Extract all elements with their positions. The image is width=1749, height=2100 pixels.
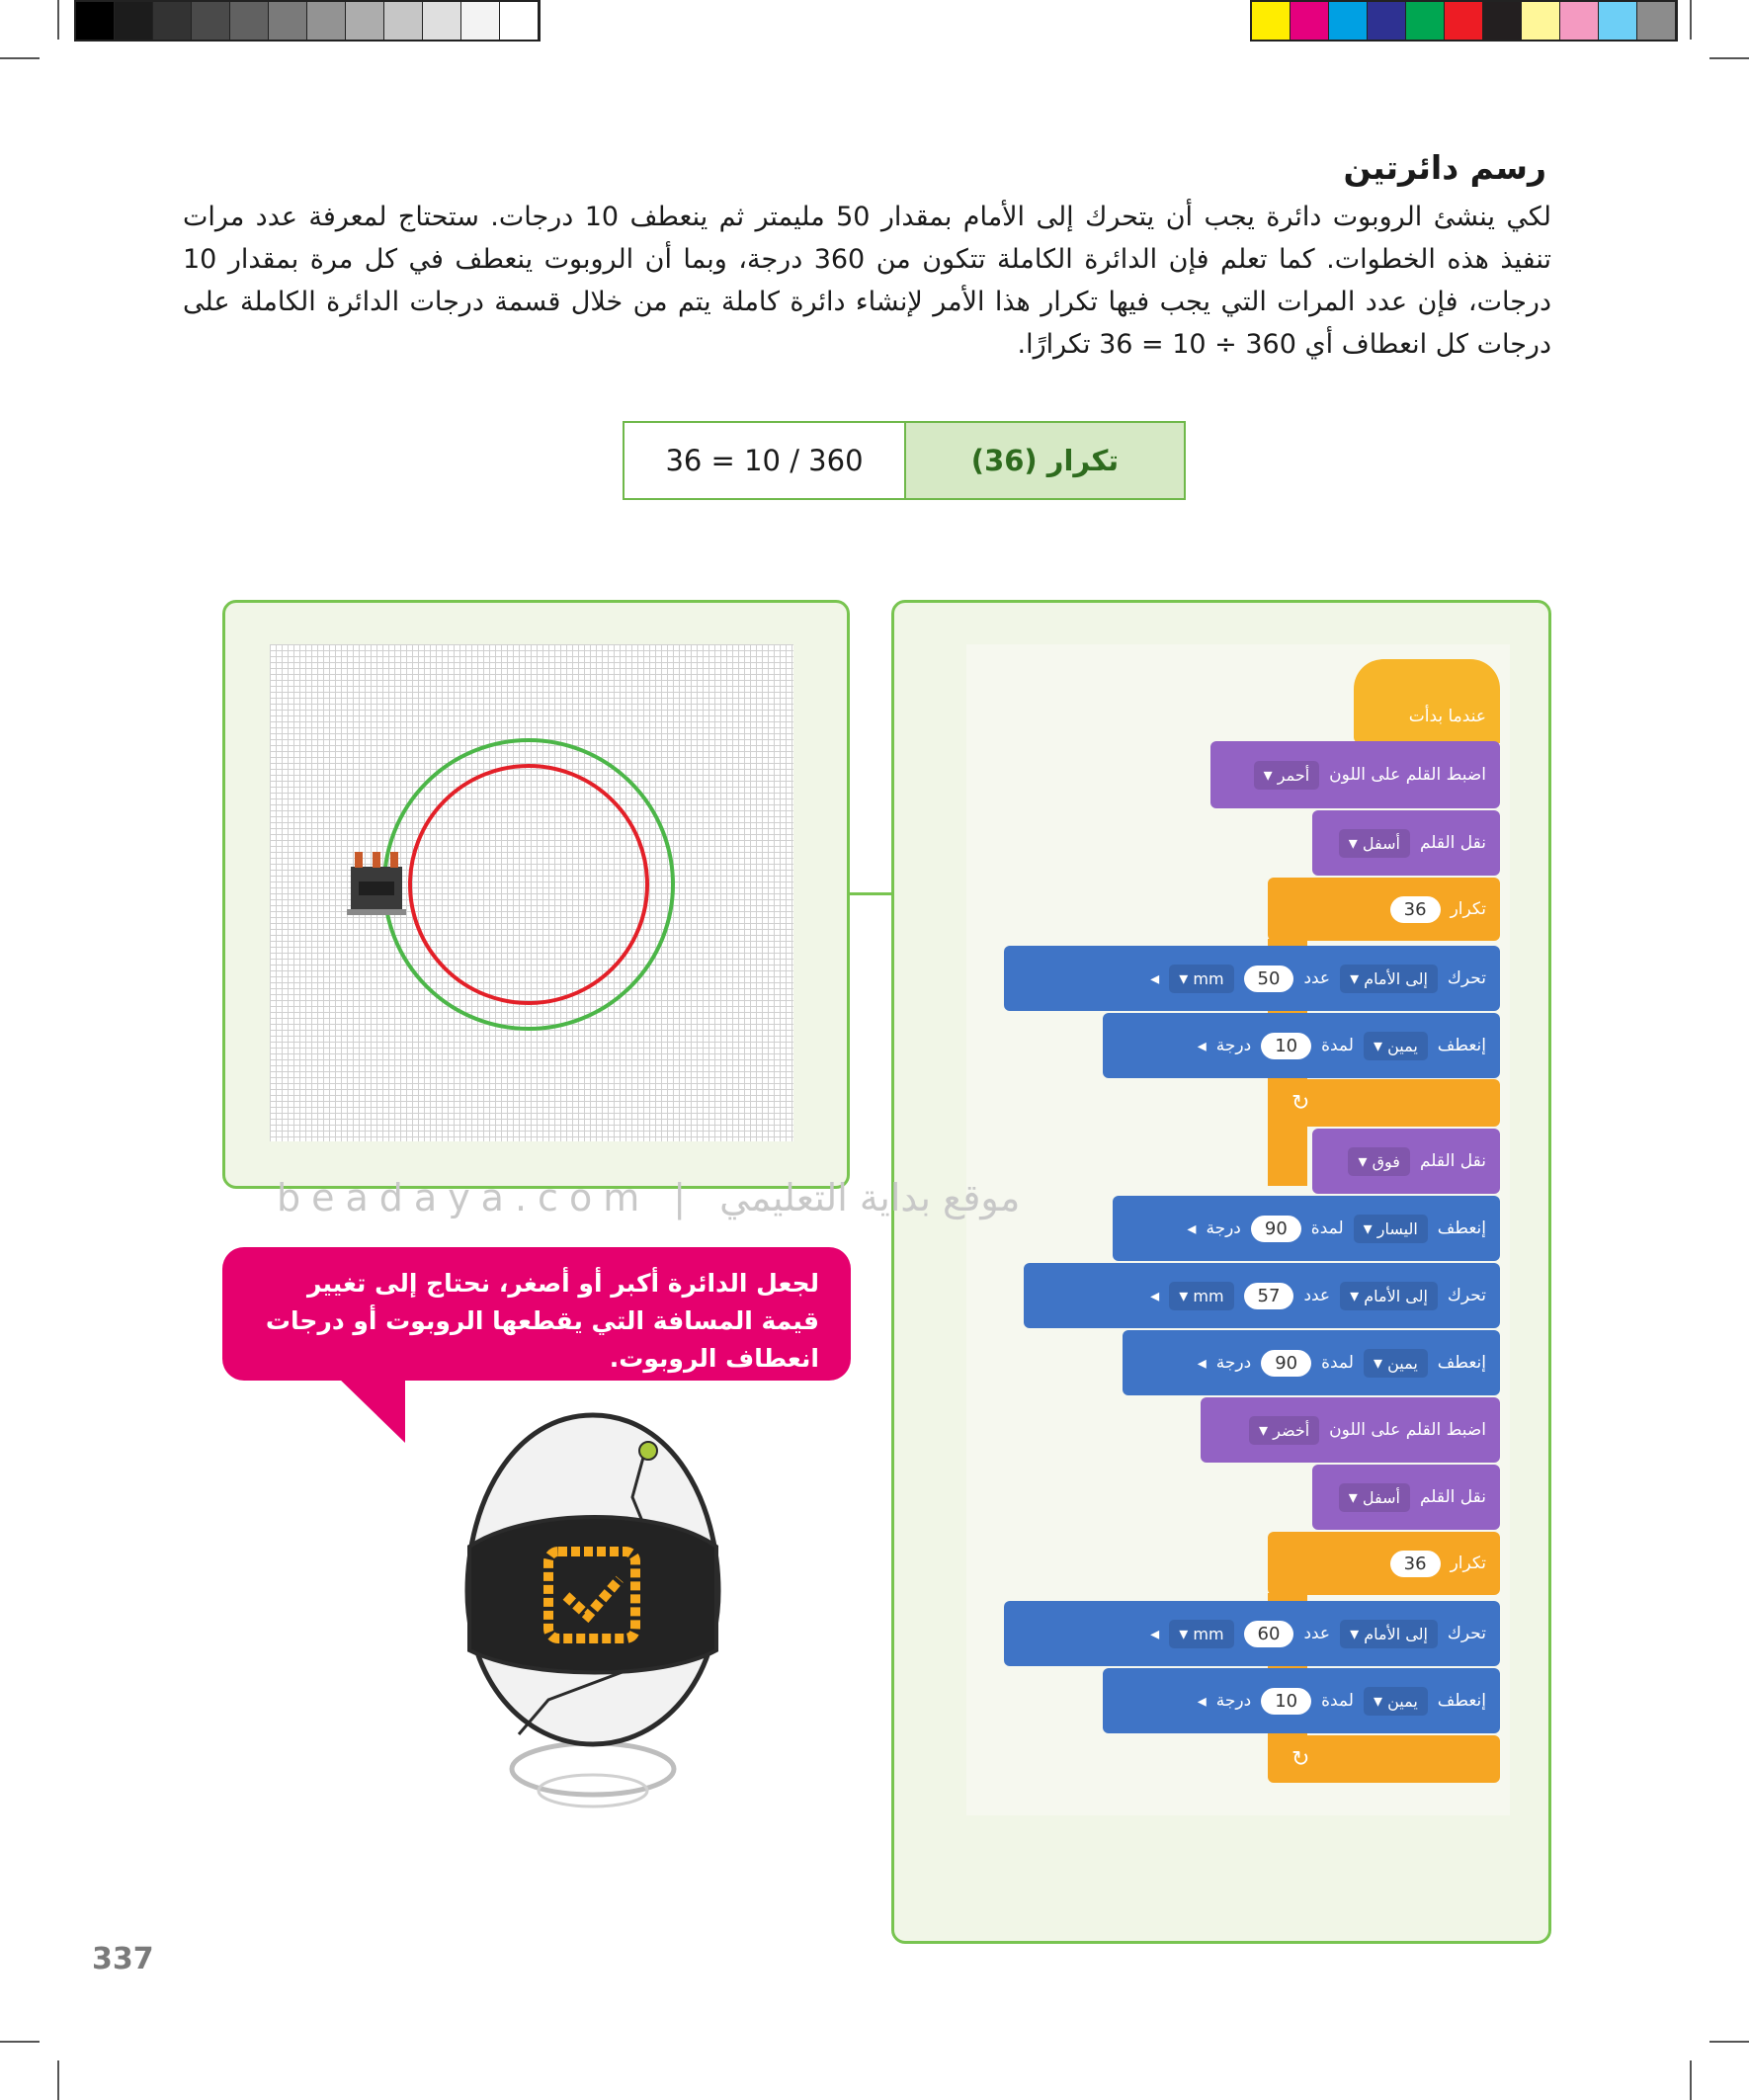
move-forward-60-block[interactable]: ◂ ▾ mm 60 عدد ▾ إلى الأمام تحرك [1004,1601,1500,1666]
angle-value[interactable]: 10 [1261,1688,1311,1715]
robot-character-illustration [450,1403,741,1858]
direction-dropdown[interactable]: ▾ إلى الأمام [1340,1282,1438,1310]
crop-mark [57,2060,59,2100]
crop-mark [1690,2060,1692,2100]
result-cell: تكرار (36) [906,423,1184,498]
robot-icon [347,852,406,915]
watermark-text: beadaya.com | موقع بداية التعليمي [277,1176,1021,1219]
unit-dropdown[interactable]: ▾ mm [1169,1282,1233,1310]
pen-down-block[interactable]: ▾ أسفل نقل القلم [1312,1465,1500,1530]
grayscale-calibration-bar [74,0,541,42]
color-calibration-bar [1250,0,1678,42]
body-paragraph: لكي ينشئ الروبوت دائرة يجب أن يتحرك إلى الأمام بمقدار 50 مليمتر ثم ينعطف 10 درجات. ستحتاج لمعرفة عدد مرات تنفيذ هذه الخطوات. كما تعلم فإن الدائرة الكاملة تتكون من 360 درجة، وبما أن الروبوت ينعطف في كل مرة بمقدار 10 درجات، فإن عدد المرات التي يجب فيها تكرار هذا الأمر لإنشاء دائرة كاملة يتم من خلال قسمة درجات الدائرة الكاملة على درجات كل انعطاف أي 360 ÷ 10 = 36 تكرارًا. [183,202,1551,360]
angle-value[interactable]: 10 [1261,1033,1311,1059]
turn-left-90-block[interactable]: ◂ درجة 90 لمدة ▾ اليسار إنعطف [1113,1196,1500,1261]
crop-mark [1709,57,1749,59]
turn-right-10-block[interactable]: ◂ درجة 10 لمدة ▾ يمين إنعطف [1103,1013,1500,1078]
code-area [966,644,1510,1815]
repeat-end-1 [1268,1079,1500,1127]
turn-dropdown[interactable]: ▾ اليسار [1354,1215,1428,1243]
turn-right-90-block[interactable]: ◂ درجة 90 لمدة ▾ يمين إنعطف [1123,1330,1500,1395]
crop-mark [0,2041,40,2043]
pen-dropdown[interactable]: ▾ أسفل [1339,829,1410,858]
repeat-block-1[interactable]: 36 تكرار [1268,878,1500,941]
unit-dropdown[interactable]: ▾ mm [1169,965,1233,993]
circles-drawing [270,644,793,1141]
repeat-calculation-table [623,421,1186,500]
angle-value[interactable]: 90 [1261,1350,1311,1377]
pen-down-block[interactable]: ▾ أسفل نقل القلم [1312,810,1500,876]
move-forward-57-block[interactable]: ◂ ▾ mm 57 عدد ▾ إلى الأمام تحرك [1024,1263,1500,1328]
crop-mark [1709,2041,1749,2043]
direction-dropdown[interactable]: ▾ إلى الأمام [1340,965,1438,993]
move-forward-50-block[interactable]: ◂ ▾ mm 50 عدد ▾ إلى الأمام تحرك [1004,946,1500,1011]
crop-mark [57,0,59,40]
set-pen-color-green-block[interactable]: ▾ أخضر اضبط القلم على اللون [1201,1397,1500,1463]
turn-dropdown[interactable]: ▾ يمين [1364,1349,1428,1378]
loop-arrow-icon: ↻ [1291,1746,1310,1772]
pen-dropdown[interactable]: ▾ أسفل [1339,1483,1410,1512]
speech-bubble-tail [336,1376,415,1445]
equation-cell: 36 = 10 / 360 [625,423,906,498]
panel-connector [847,892,893,895]
loop-arrow-icon: ↻ [1291,1090,1310,1116]
turn-dropdown[interactable]: ▾ يمين [1364,1032,1428,1060]
section-heading: رسم دائرتين [1343,148,1546,187]
distance-value[interactable]: 60 [1244,1621,1294,1647]
green-circle [384,740,673,1029]
repeat-end-2 [1268,1735,1500,1783]
color-dropdown[interactable]: ▾ أخضر [1249,1416,1319,1445]
crop-mark [0,57,40,59]
pen-up-block[interactable]: ▾ فوق نقل القلم [1312,1129,1500,1194]
color-dropdown[interactable]: ▾ أحمر [1254,761,1320,790]
turn-right-10-block[interactable]: ◂ درجة 10 لمدة ▾ يمين إنعطف [1103,1668,1500,1733]
angle-value[interactable]: 90 [1251,1216,1301,1242]
pen-dropdown[interactable]: ▾ فوق [1348,1147,1409,1176]
when-started-block[interactable]: عندما بدأت [1354,659,1500,743]
set-pen-color-red-block[interactable]: ▾ أحمر اضبط القلم على اللون [1210,741,1500,808]
repeat-block-2[interactable]: 36 تكرار [1268,1532,1500,1595]
unit-dropdown[interactable]: ▾ mm [1169,1620,1233,1648]
direction-dropdown[interactable]: ▾ إلى الأمام [1340,1620,1438,1648]
distance-value[interactable]: 57 [1244,1283,1294,1309]
speech-bubble: لجعل الدائرة أكبر أو أصغر، نحتاج إلى تغيير قيمة المسافة التي يقطعها الروبوت أو درجات انعطاف الروبوت. [222,1247,851,1381]
turn-dropdown[interactable]: ▾ يمين [1364,1687,1428,1716]
distance-value[interactable]: 50 [1244,966,1294,992]
crop-mark [1690,0,1692,40]
red-circle [410,766,647,1003]
repeat-count[interactable]: 36 [1390,896,1441,923]
repeat-count[interactable]: 36 [1390,1551,1441,1577]
page-number: 337 [92,1942,154,1976]
